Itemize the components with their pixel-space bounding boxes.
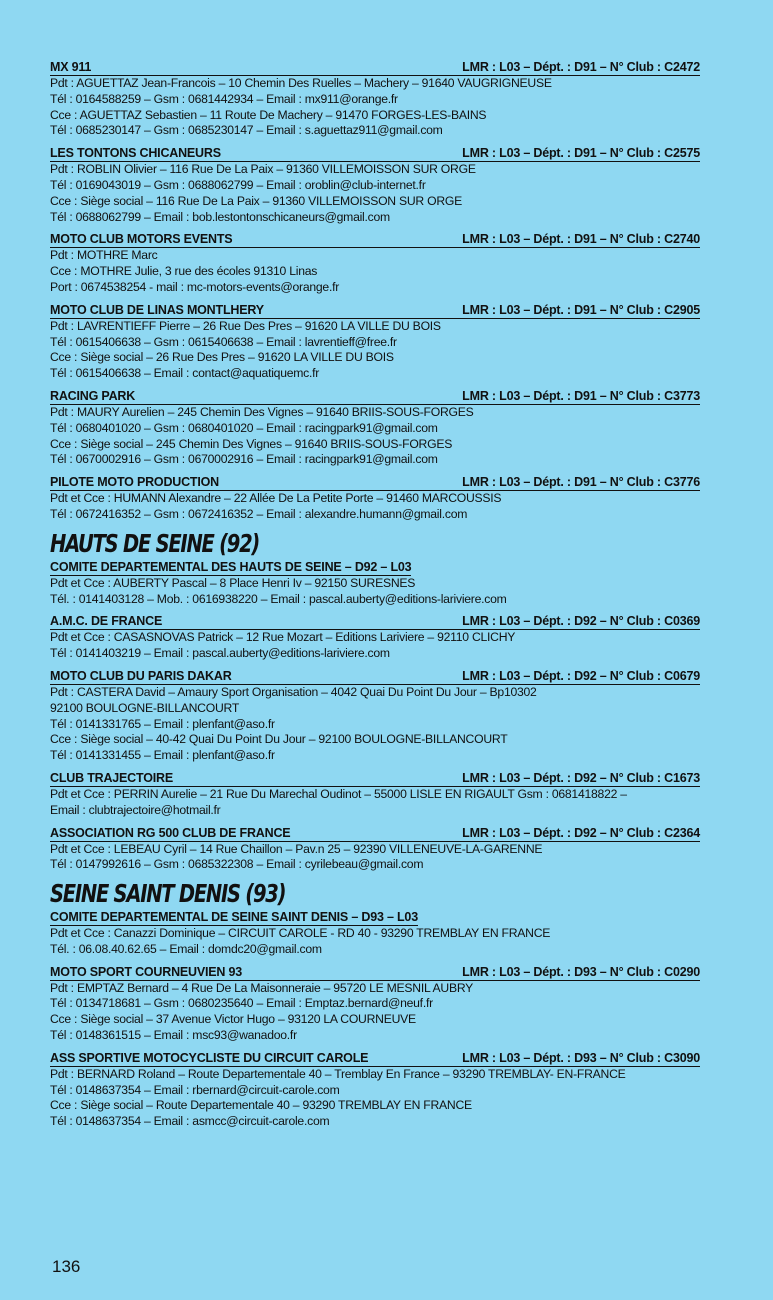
club-name: ASS SPORTIVE MOTOCYCLISTE DU CIRCUIT CAROLE [50,1050,369,1065]
club-registration: LMR : L03 – Dépt. : D92 – N° Club : C1673 [462,770,700,785]
club-header [50,669,700,685]
club-name: MX 911 [50,60,92,74]
club-detail-line: Tél : 0147992616 – Gsm : 0685322308 – Email : cyrilebeau@gmail.com [50,857,424,872]
club-detail-line: 92100 BOULOGNE-BILLANCOURT [50,700,240,715]
club-registration: LMR : L03 – Dépt. : D92 – N° Club : C0679 [462,668,700,683]
club-detail-line: Pdt et Cce : CASASNOVAS Patrick – 12 Rue Mozart – Editions Lariviere – 92110 CLICHY [50,630,516,645]
committee-detail-line: Tél. : 06.08.40.62.65 – Email : domdc20@gmail.com [50,941,322,956]
club-header [50,475,700,491]
club-detail-line: Pdt : LAVRENTIEFF Pierre – 26 Rue Des Pres – 91620 LA VILLE DU BOIS [50,318,441,333]
club-detail-line: Pdt et Cce : PERRIN Aurelie – 21 Rue Du Marechal Oudinot – 55000 LISLE EN RIGAULT Gsm : 0681418822 – [50,786,627,801]
club-header [50,232,700,248]
club-entry [50,1051,700,1130]
club-header [50,826,700,842]
club-header [50,614,700,630]
club-name: CLUB TRAJECTOIRE [50,770,173,785]
club-detail-line: Pdt et Cce : HUMANN Alexandre – 22 Allée De La Petite Porte – 91460 MARCOUSSIS [50,491,502,506]
club-registration: LMR : L03 – Dépt. : D91 – N° Club : C2905 [462,302,700,317]
club-registration: LMR : L03 – Dépt. : D91 – N° Club : C2472 [462,60,700,74]
club-detail-line: Email : clubtrajectoire@hotmail.fr [50,802,221,817]
club-name: MOTO CLUB DU PARIS DAKAR [50,668,232,683]
club-detail-line: Tél : 0148361515 – Email : msc93@wanadoo.fr [50,1028,297,1043]
club-name: A.M.C. DE FRANCE [50,614,163,629]
club-detail-line: Port : 0674538254 - mail : mc-motors-events@orange.fr [50,279,340,294]
club-header [50,965,700,981]
club-entry [50,965,700,1044]
section-title: HAUTS DE SEINE (92) [50,528,260,558]
club-name: MOTO SPORT COURNEUVIEN 93 [50,964,243,979]
club-detail-line: Pdt : BERNARD Roland – Route Departementale 40 – Tremblay En France – 93290 TREMBLAY- EN-FRANCE [50,1066,626,1081]
club-detail-line: Pdt : EMPTAZ Bernard – 4 Rue De La Maisonneraie – 95720 LE MESNIL AUBRY [50,980,474,995]
club-registration: LMR : L03 – Dépt. : D93 – N° Club : C3090 [462,1050,700,1065]
club-entry [50,60,700,139]
committee-header [50,908,700,926]
club-entry [50,826,700,874]
committee-detail-line: Tél. : 0141403128 – Mob. : 0616938220 – Email : pascal.auberty@editions-lariviere.com [50,591,507,606]
club-detail-line: Pdt : ROBLIN Olivier – 116 Rue De La Paix – 91360 VILLEMOISSON SUR ORGE [50,162,476,177]
club-entry [50,389,700,468]
club-entry [50,303,700,382]
club-detail-line: Cce : AGUETTAZ Sebastien – 11 Route De Machery – 91470 FORGES-LES-BAINS [50,107,487,122]
club-detail-line: Tél : 0134718681 – Gsm : 0680235640 – Email : Emptaz.bernard@neuf.fr [50,996,433,1011]
club-name: RACING PARK [50,388,136,403]
club-detail-line: Pdt : MOTHRE Marc [50,248,158,263]
club-name: ASSOCIATION RG 500 CLUB DE FRANCE [50,825,291,840]
club-header [50,771,700,787]
club-detail-line: Tél : 0615406638 – Gsm : 0615406638 – Email : lavrentieff@free.fr [50,334,397,349]
club-header [50,389,700,405]
club-registration: LMR : L03 – Dépt. : D91 – N° Club : C2740 [462,232,700,247]
committee-detail-line: Pdt et Cce : Canazzi Dominique – CIRCUIT CAROLE - RD 40 - 93290 TREMBLAY EN FRANCE [50,926,551,941]
club-entry [50,146,700,225]
club-directory [50,60,700,1137]
club-entry [50,669,700,764]
committee-entry [50,558,700,608]
club-registration: LMR : L03 – Dépt. : D93 – N° Club : C0290 [462,964,700,979]
committee-entry [50,908,700,958]
club-detail-line: Pdt : AGUETTAZ Jean-Francois – 10 Chemin Des Ruelles – Machery – 91640 VAUGRIGNEUSE [50,76,552,90]
club-detail-line: Tél : 0169043019 – Gsm : 0688062799 – Email : oroblin@club-internet.fr [50,177,426,192]
club-detail-line: Tél : 0670002916 – Gsm : 0670002916 – Email : racingpark91@gmail.com [50,452,438,467]
club-header [50,303,700,319]
club-detail-line: Tél : 0688062799 – Email : bob.lestontonschicaneurs@gmail.com [50,209,390,224]
club-entry [50,475,700,523]
club-detail-line: Tél : 0680401020 – Gsm : 0680401020 – Email : racingpark91@gmail.com [50,420,438,435]
committee-header [50,558,700,576]
club-name: LES TONTONS CHICANEURS [50,146,221,161]
club-detail-line: Tél : 0672416352 – Gsm : 0672416352 – Email : alexandre.humann@gmail.com [50,506,468,521]
committee-detail-line: Pdt et Cce : AUBERTY Pascal – 8 Place Henri Iv – 92150 SURESNES [50,575,416,590]
club-header [50,146,700,162]
club-header [50,60,700,76]
club-registration: LMR : L03 – Dépt. : D92 – N° Club : C2364 [462,825,700,840]
club-detail-line: Cce : Siège social – 245 Chemin Des Vignes – 91640 BRIIS-SOUS-FORGES [50,436,453,451]
club-registration: LMR : L03 – Dépt. : D91 – N° Club : C2575 [462,146,700,161]
club-detail-line: Pdt : CASTERA David – Amaury Sport Organisation – 4042 Quai Du Point Du Jour – Bp10302 [50,684,537,699]
club-detail-line: Cce : Siège social – 26 Rue Des Pres – 91620 LA VILLE DU BOIS [50,350,394,365]
club-detail-line: Pdt et Cce : LEBEAU Cyril – 14 Rue Chaillon – Pav.n 25 – 92390 VILLENEUVE-LA-GARENNE [50,841,543,856]
club-detail-line: Cce : MOTHRE Julie, 3 rue des écoles 91310 Linas [50,264,318,279]
committee-name: COMITE DEPARTEMENTAL DE SEINE SAINT DENIS – D93 – L03 [50,910,418,925]
club-registration: LMR : L03 – Dépt. : D91 – N° Club : C3773 [462,388,700,403]
club-detail-line: Cce : Siège social – Route Departementale 40 – 93290 TREMBLAY EN FRANCE [50,1098,472,1113]
page-number: 136 [52,1257,81,1276]
club-name: PILOTE MOTO PRODUCTION [50,475,219,490]
club-detail-line: Tél : 0685230147 – Gsm : 0685230147 – Email : s.aguettaz911@gmail.com [50,123,443,138]
club-detail-line: Tél : 0141331765 – Email : plenfant@aso.fr [50,716,275,731]
committee-name: COMITE DEPARTEMENTAL DES HAUTS DE SEINE – D92 – L03 [50,559,412,574]
club-registration: LMR : L03 – Dépt. : D92 – N° Club : C0369 [462,614,700,629]
section-title: SEINE SAINT DENIS (93) [50,879,286,909]
club-name: MOTO CLUB DE LINAS MONTLHERY [50,302,264,317]
club-detail-line: Cce : Siège social – 40-42 Quai Du Point Du Jour – 92100 BOULOGNE-BILLANCOURT [50,732,508,747]
club-entry [50,614,700,662]
club-detail-line: Tél : 0164588259 – Gsm : 0681442934 – Email : mx911@orange.fr [50,91,398,106]
club-detail-line: Tél : 0615406638 – Email : contact@aquatiquemc.fr [50,366,320,381]
club-detail-line: Tél : 0148637354 – Email : rbernard@circuit-carole.com [50,1082,340,1097]
club-detail-line: Cce : Siège social – 116 Rue De La Paix – 91360 VILLEMOISSON SUR ORGE [50,193,463,208]
club-entry [50,232,700,295]
club-entry [50,771,700,819]
club-detail-line: Tél : 0141403219 – Email : pascal.auberty@editions-lariviere.com [50,646,390,661]
club-detail-line: Tél : 0141331455 – Email : plenfant@aso.fr [50,748,275,763]
club-header [50,1051,700,1067]
club-detail-line: Pdt : MAURY Aurelien – 245 Chemin Des Vignes – 91640 BRIIS-SOUS-FORGES [50,404,474,419]
club-name: MOTO CLUB MOTORS EVENTS [50,232,233,247]
club-registration: LMR : L03 – Dépt. : D91 – N° Club : C3776 [462,475,700,490]
club-detail-line: Cce : Siège social – 37 Avenue Victor Hugo – 93120 LA COURNEUVE [50,1012,416,1027]
club-detail-line: Tél : 0148637354 – Email : asmcc@circuit-carole.com [50,1114,330,1129]
